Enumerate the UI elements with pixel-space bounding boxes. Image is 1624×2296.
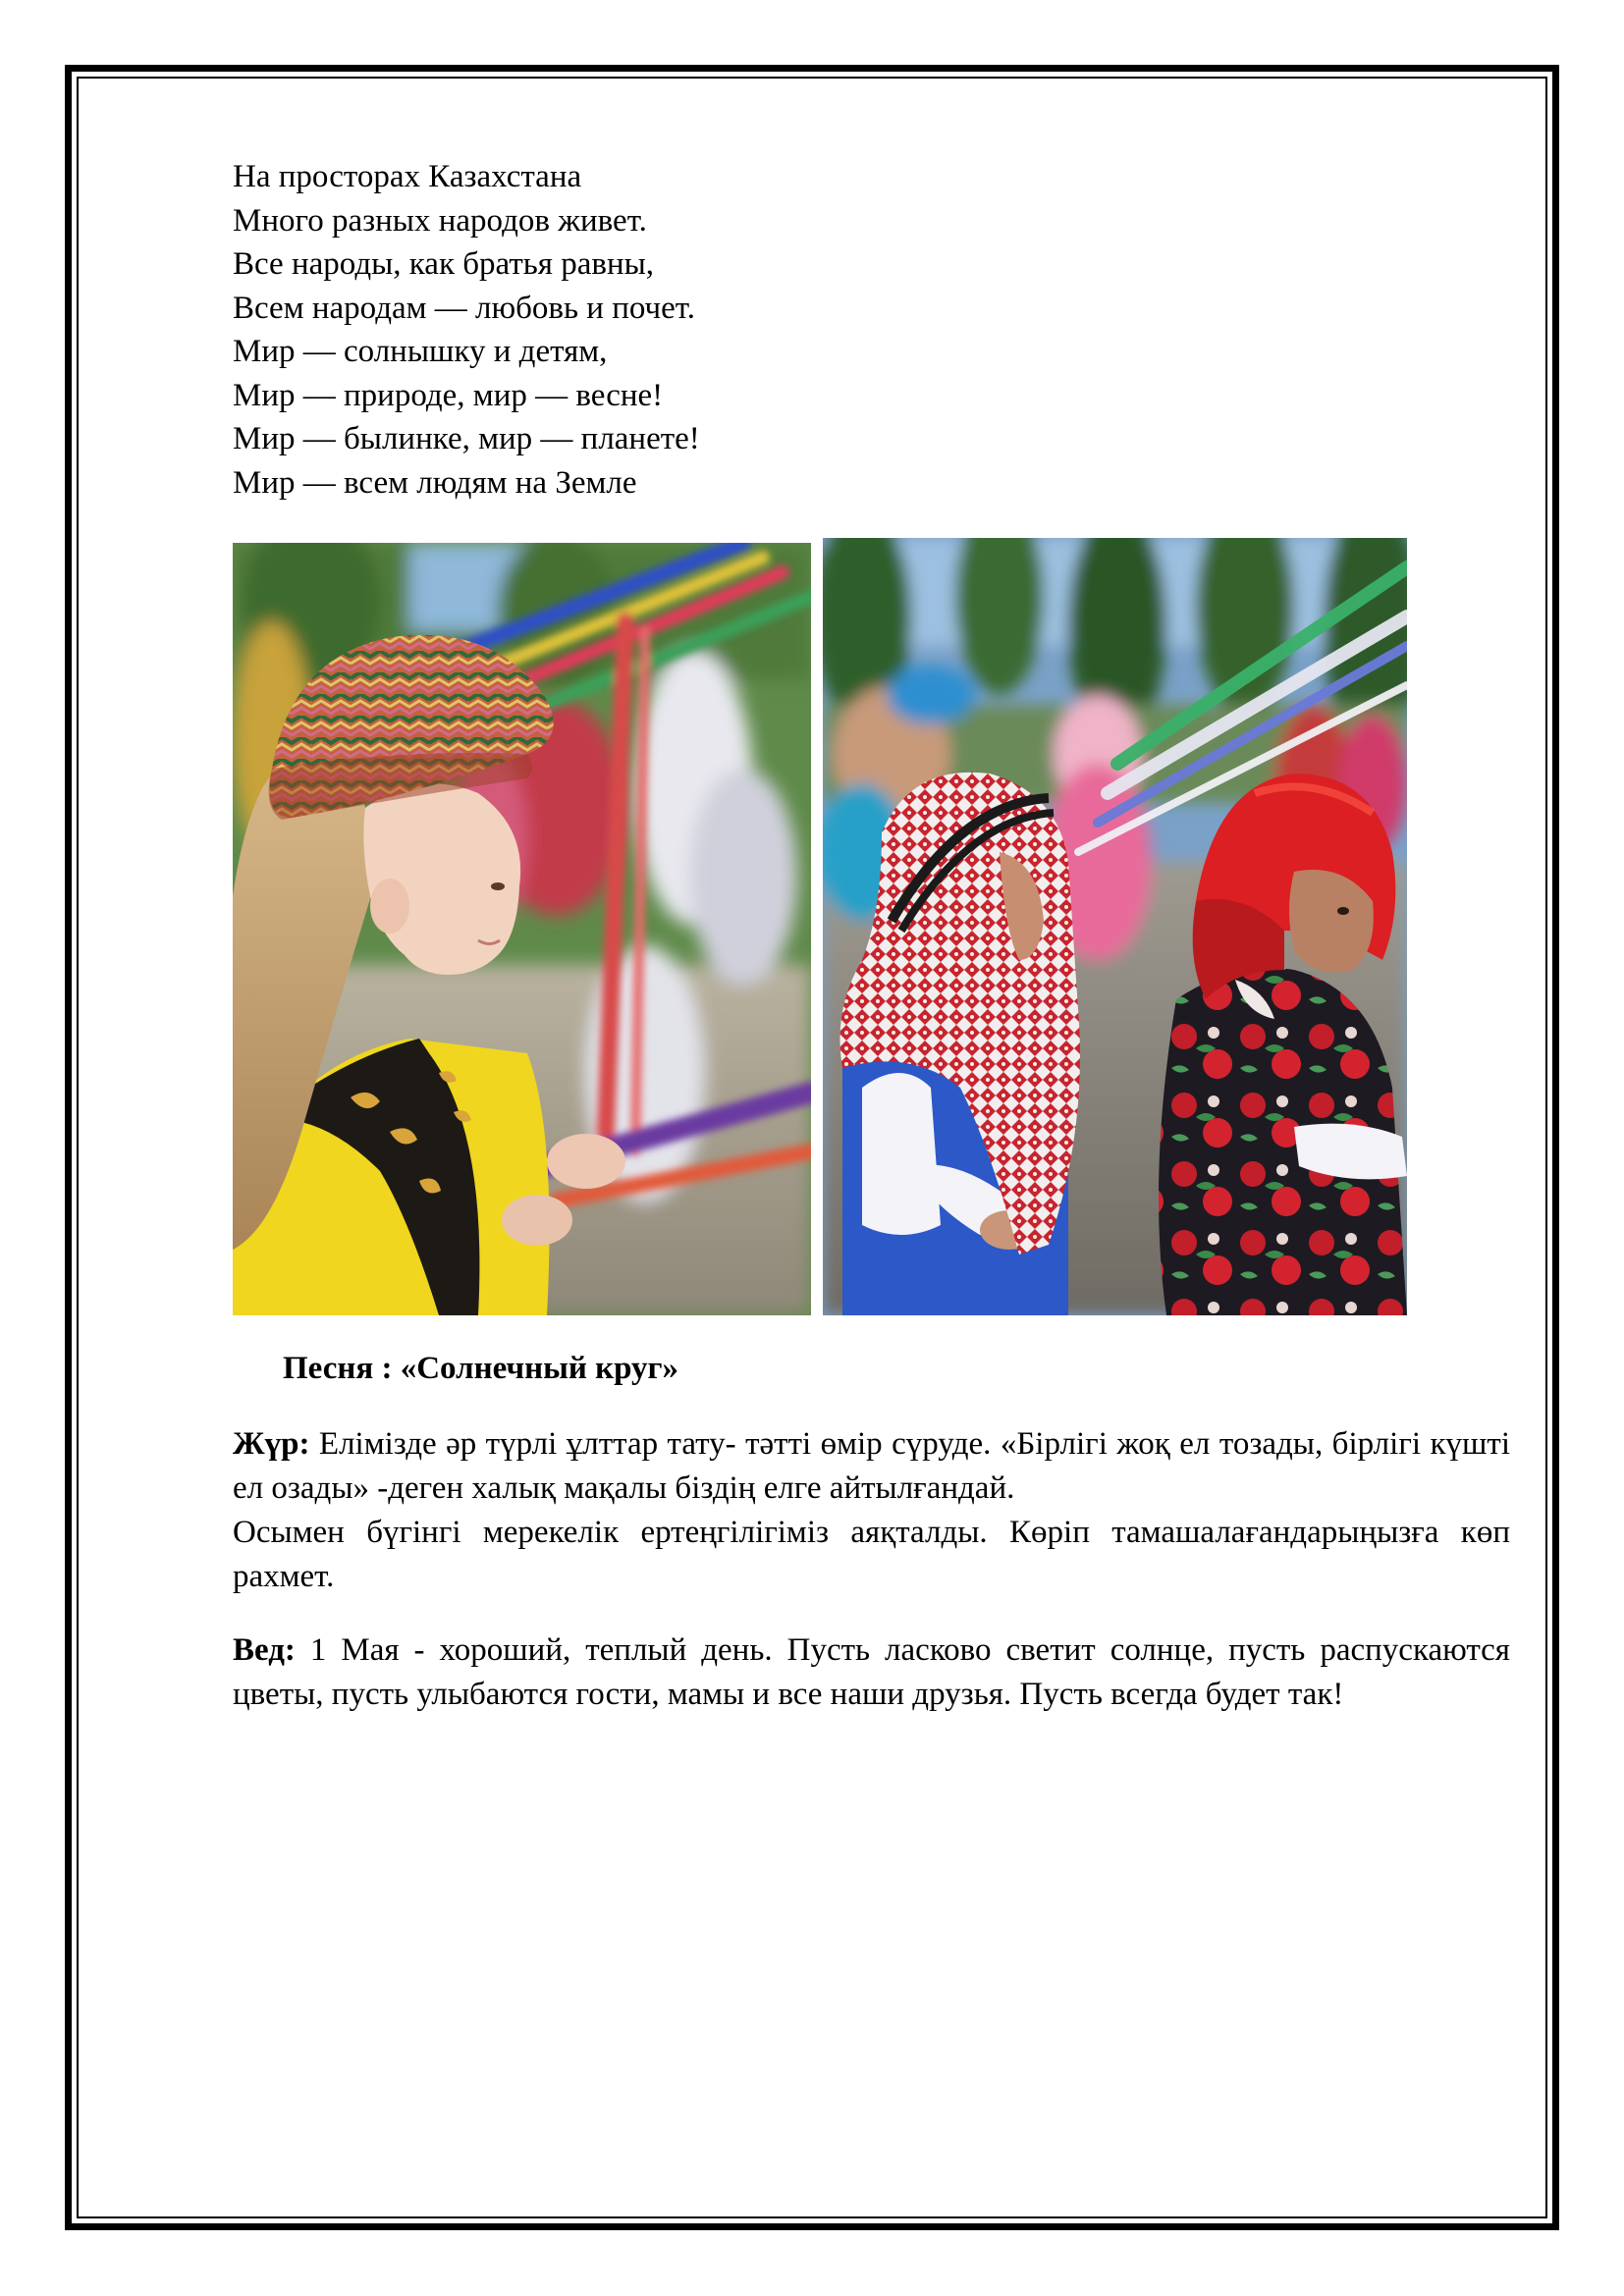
poem-line: Мир — солнышку и детям, xyxy=(233,334,608,369)
song-title: Песня : «Солнечный круг» xyxy=(283,1351,679,1386)
photo-children-headscarves xyxy=(823,538,1407,1315)
paragraph-line xyxy=(233,1422,1510,1511)
paragraph-presenter-kz xyxy=(233,1422,1510,1599)
poem-line: Мир — всем людям на Земле xyxy=(233,464,637,501)
poem-line: Мир — былинке, мир — планете! xyxy=(233,421,700,456)
speaker-label: Вед: xyxy=(233,1632,296,1668)
speaker-label: Жүр: xyxy=(233,1426,310,1462)
poem-line: Всем народам — любовь и почет. xyxy=(233,290,695,326)
paragraph-presenter-ru xyxy=(233,1629,1510,1717)
poem xyxy=(233,155,1411,505)
poem-line: На просторах Казахстана xyxy=(233,159,582,194)
poem-line: Мир — природе, мир — весне! xyxy=(233,377,664,413)
paragraph-text-continued: Осымен бүгінгі мерекелік ертеңгілігіміз аяқталды. Көріп тамашалағандарыңызға көп рахмет. xyxy=(233,1515,1510,1594)
poem-line: Много разных народов живет. xyxy=(233,202,647,239)
poem-line: Все народы, как братья равны, xyxy=(233,246,655,282)
photo-girl-skullcap xyxy=(233,543,811,1315)
paragraph-text: Елімізде әр түрлі ұлттар тату- тәтті өмір сүруде. «Бірлігі жоқ ел тозады, бірлігі күшті ел озады» -деген халық мақалы біздің елге айтылғандай. xyxy=(233,1426,1510,1506)
paragraph-text: 1 Мая - хороший, теплый день. Пусть ласково светит солнце, пусть распускаются цветы, пусть улыбаются гости, мамы и все наши друзья. Пусть всегда будет так! xyxy=(233,1632,1510,1712)
